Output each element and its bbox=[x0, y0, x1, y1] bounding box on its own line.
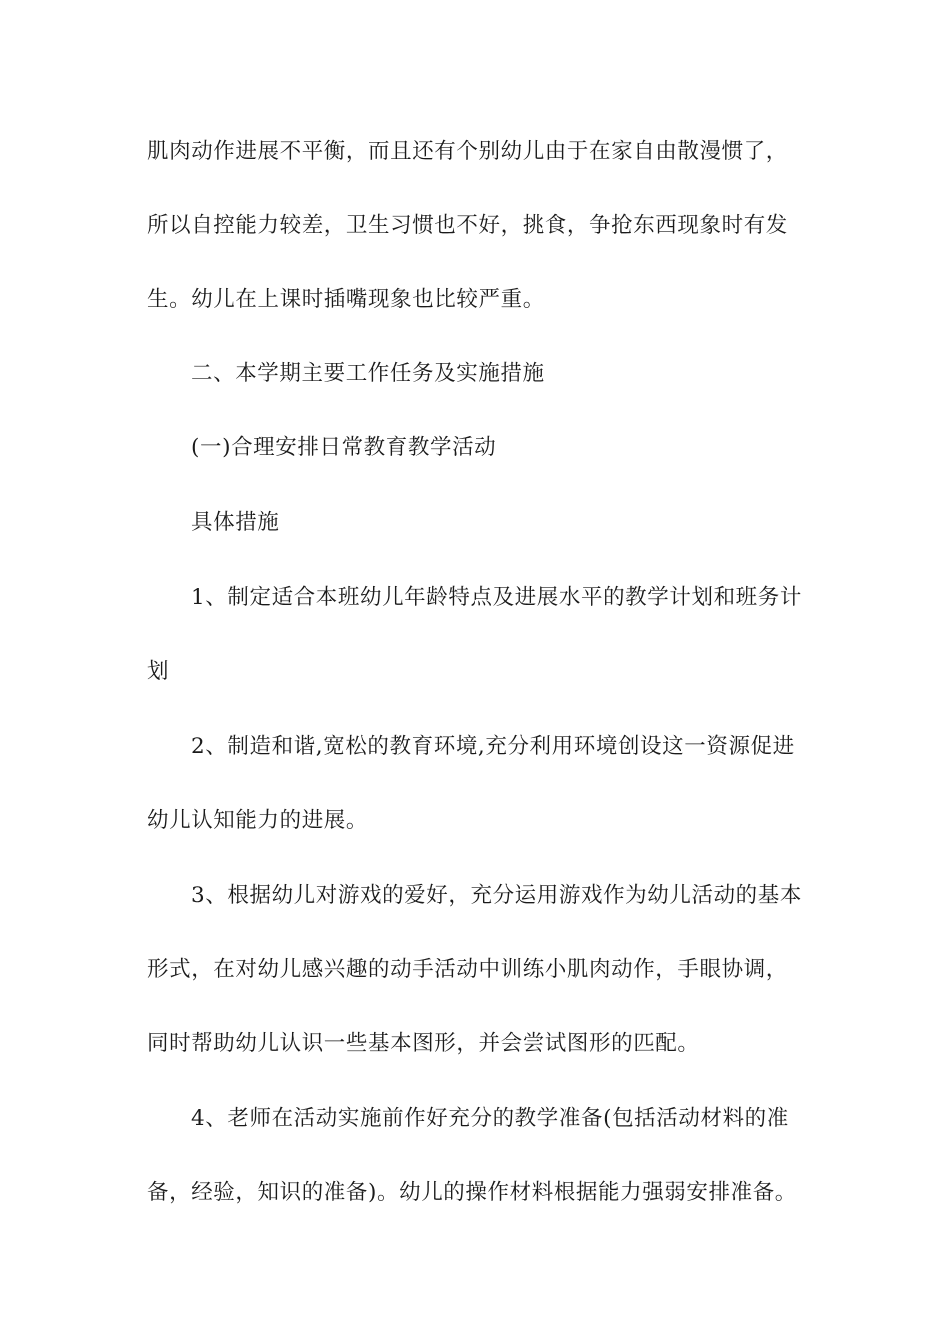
section-heading: 二、本学期主要工作任务及实施措施 bbox=[191, 361, 545, 386]
measures-heading: 具体措施 bbox=[191, 510, 280, 535]
list-item-2-continued: 幼儿认知能力的进展。 bbox=[147, 808, 369, 833]
list-item-3: 3、根据幼儿对游戏的爱好，充分运用游戏作为幼儿活动的基本 bbox=[191, 883, 802, 908]
subsection-heading: (一)合理安排日常教育教学活动 bbox=[191, 435, 497, 460]
list-item-4: 4、老师在活动实施前作好充分的教学准备(包括活动材料的准 bbox=[191, 1106, 789, 1131]
paragraph-line: 所以自控能力较差，卫生习惯也不好，挑食，争抢东西现象时有发 bbox=[147, 213, 788, 238]
list-item-1: 1、制定适合本班幼儿年龄特点及进展水平的教学计划和班务计 bbox=[191, 585, 802, 610]
list-item-2: 2、制造和谐,宽松的教育环境,充分利用环境创设这一资源促进 bbox=[191, 734, 795, 759]
list-item-1-continued: 划 bbox=[147, 659, 170, 684]
list-item-4-continued: 备，经验，知识的准备)。幼儿的操作材料根据能力强弱安排准备。 bbox=[147, 1180, 797, 1205]
paragraph-line: 生。幼儿在上课时插嘴现象也比较严重。 bbox=[147, 287, 545, 312]
list-item-3-continued: 形式，在对幼儿感兴趣的动手活动中训练小肌肉动作，手眼协调， bbox=[147, 957, 788, 982]
paragraph-line: 肌肉动作进展不平衡，而且还有个别幼儿由于在家自由散漫惯了， bbox=[147, 139, 788, 164]
list-item-3-continued: 同时帮助幼儿认识一些基本图形，并会尝试图形的匹配。 bbox=[147, 1031, 700, 1056]
